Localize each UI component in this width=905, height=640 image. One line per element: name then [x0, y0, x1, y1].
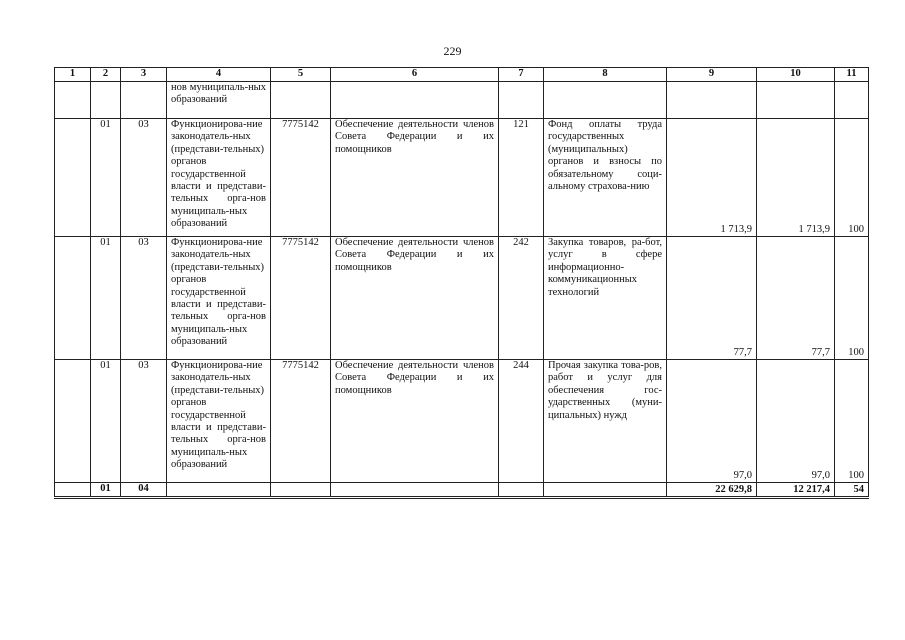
total-section-code: 01 [91, 483, 121, 498]
section-code: 01 [91, 119, 121, 237]
page-number: 229 [443, 44, 462, 58]
amount-planned: 77,7 [667, 237, 757, 360]
continuation-text: нов муниципаль-ных образований [167, 82, 271, 119]
subsection-name: Функционирова-ние законодатель-ных (представи-тельных) органов государственной власти и представи-тельных орга-нов муниципаль-ных образований [167, 119, 271, 237]
header-cell: 5 [271, 68, 331, 82]
header-cell: 2 [91, 68, 121, 82]
header-cell: 4 [167, 68, 271, 82]
total-amount-planned: 22 629,8 [667, 483, 757, 498]
section-code: 01 [91, 237, 121, 360]
execution-percent: 100 [835, 119, 869, 237]
subsection-code: 03 [121, 237, 167, 360]
header-cell: 7 [499, 68, 544, 82]
amount-executed: 1 713,9 [757, 119, 835, 237]
total-row [55, 483, 869, 498]
target-item-code: 7775142 [271, 119, 331, 237]
subsection-code: 03 [121, 360, 167, 483]
header-cell: 10 [757, 68, 835, 82]
target-item-name: Обеспечение деятельности членов Совета Федерации и их помощников [331, 360, 499, 483]
target-item-code: 7775142 [271, 360, 331, 483]
target-item-code: 7775142 [271, 237, 331, 360]
section-code: 01 [91, 360, 121, 483]
header-cell: 6 [331, 68, 499, 82]
total-amount-executed: 12 217,4 [757, 483, 835, 498]
total-subsection-code: 04 [121, 483, 167, 498]
expense-type-code: 121 [499, 119, 544, 237]
table-row [55, 237, 869, 360]
execution-percent: 100 [835, 360, 869, 483]
expense-type-name: Прочая закупка това-ров, работ и услуг для обеспечения гос-ударственных (муни-ципальных) нужд [544, 360, 667, 483]
subsection-code: 03 [121, 119, 167, 237]
amount-planned: 97,0 [667, 360, 757, 483]
subsection-name: Функционирова-ние законодатель-ных (представи-тельных) органов государственной власти и представи-тельных орга-нов муниципаль-ных образований [167, 237, 271, 360]
target-item-name: Обеспечение деятельности членов Совета Федерации и их помощников [331, 119, 499, 237]
expense-type-code: 242 [499, 237, 544, 360]
total-execution-percent: 54 [835, 483, 869, 498]
target-item-name: Обеспечение деятельности членов Совета Федерации и их помощников [331, 237, 499, 360]
subsection-name: Функционирова-ние законодатель-ных (представи-тельных) органов государственной власти и представи-тельных орга-нов муниципаль-ных образований [167, 360, 271, 483]
amount-executed: 97,0 [757, 360, 835, 483]
expense-type-code: 244 [499, 360, 544, 483]
table-row [55, 360, 869, 483]
amount-executed: 77,7 [757, 237, 835, 360]
header-row [55, 68, 869, 82]
header-cell: 8 [544, 68, 667, 82]
expense-type-name: Фонд оплаты труда государственных (муниципальных) органов и взносы по обязательному соци-альному страхова-нию [544, 119, 667, 237]
header-cell: 1 [55, 68, 91, 82]
execution-percent: 100 [835, 237, 869, 360]
header-cell: 3 [121, 68, 167, 82]
continuation-row [55, 82, 869, 119]
budget-table [54, 67, 869, 499]
amount-planned: 1 713,9 [667, 119, 757, 237]
expense-type-name: Закупка товаров, ра-бот, услуг в сфере информационно-коммуникационных технологий [544, 237, 667, 360]
header-cell: 9 [667, 68, 757, 82]
table-row [55, 119, 869, 237]
header-cell: 11 [835, 68, 869, 82]
